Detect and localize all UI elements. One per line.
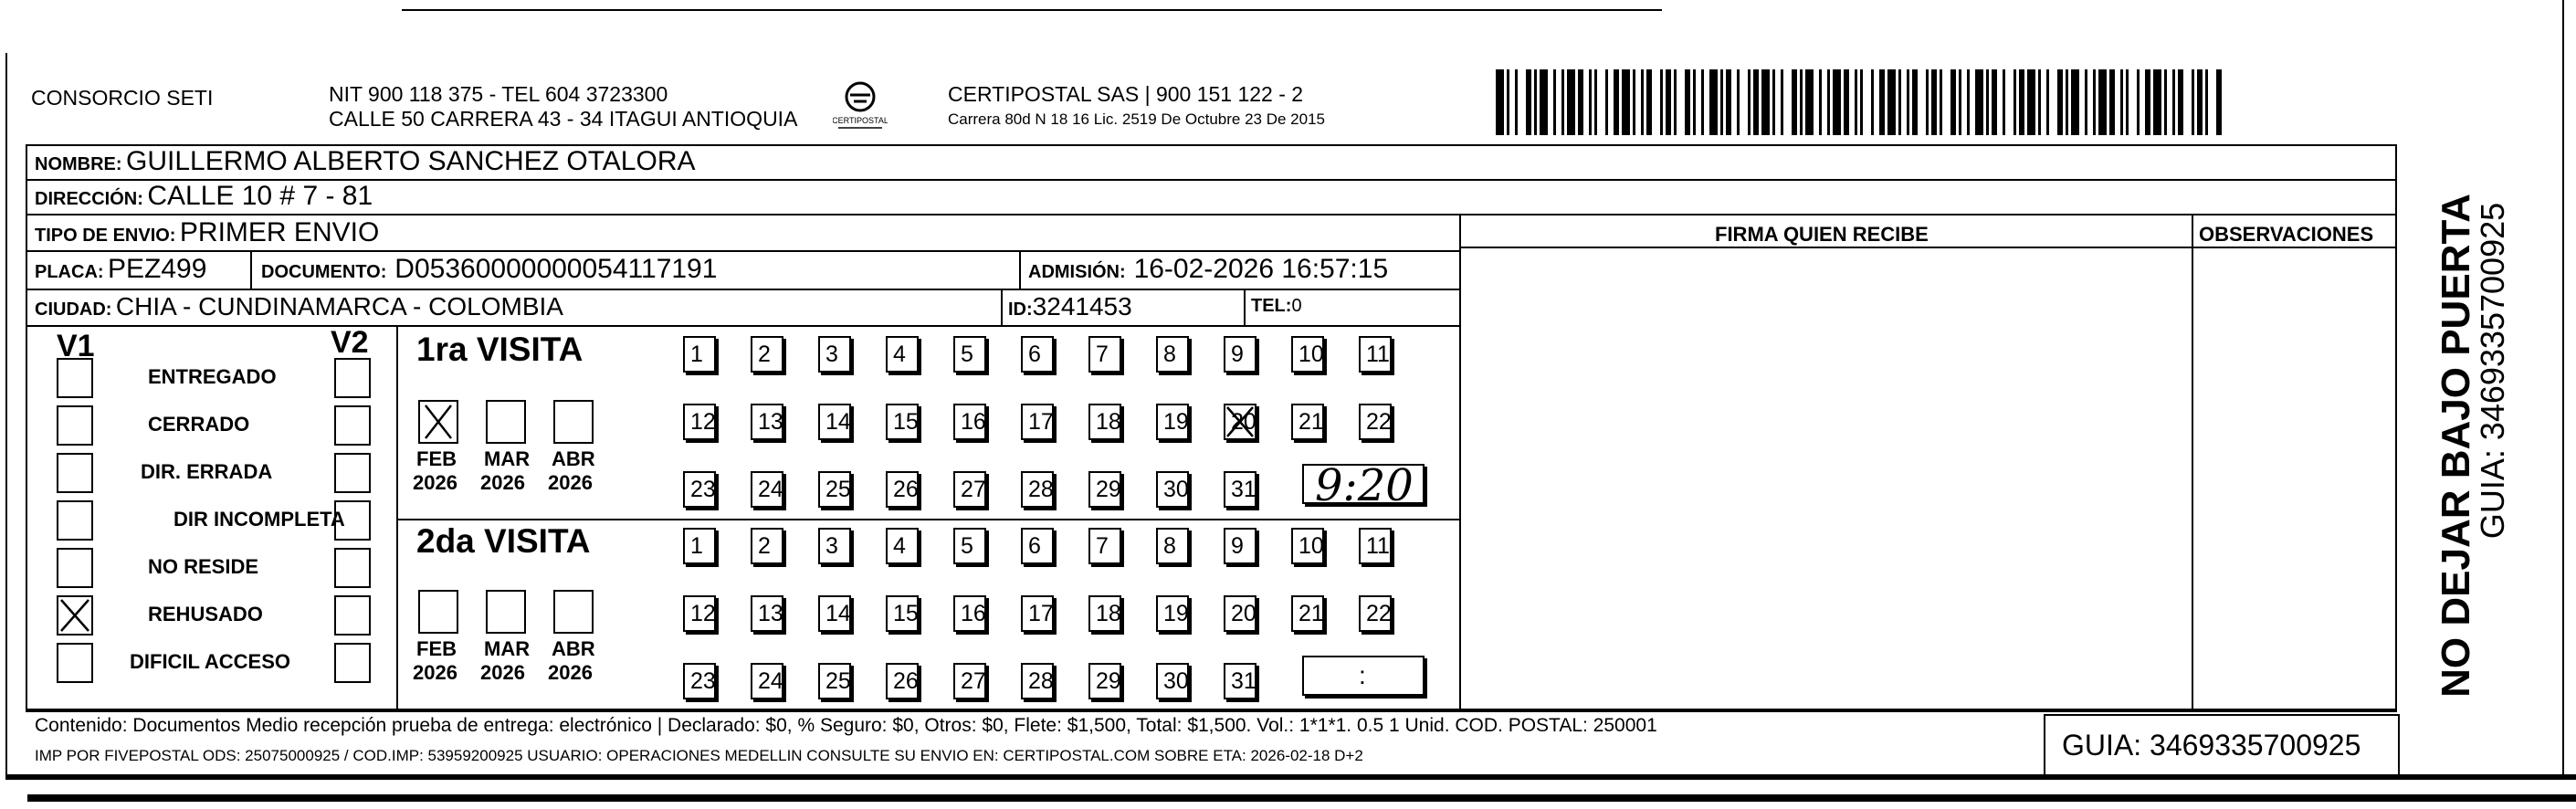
barcode-bar [1553,69,1556,135]
day-box[interactable]: 4 [886,528,919,564]
day-box[interactable]: 25 [818,471,851,508]
day-box[interactable]: 7 [1088,528,1121,564]
nombre-value: GUILLERMO ALBERTO SANCHEZ OTALORA [126,146,696,176]
status-label: NO RESIDE [148,555,259,578]
barcode-bar [1534,69,1537,135]
day-box[interactable]: 21 [1291,404,1324,440]
barcode-bar [1646,69,1652,135]
address-line: CALLE 50 CARRERA 43 - 34 ITAGUI ANTIOQUIA [329,107,798,131]
month-year: 2026 [413,661,457,684]
barcode-bar [1792,69,1797,135]
barcode-bar [1844,69,1849,135]
nombre-label: NOMBRE: [35,154,122,174]
company-name: CONSORCIO SETI [31,86,214,110]
barcode-bar [1931,69,1937,135]
barcode-bar [1507,69,1509,135]
barcode-bar [1633,69,1635,135]
month-label: MAR [484,637,531,660]
admision-label: ADMISIÓN: [1028,262,1126,282]
v1-checkbox[interactable] [57,358,93,398]
id-value: 3241453 [1032,292,1132,320]
day-box[interactable]: 30 [1156,471,1189,508]
tel-label: TEL: [1251,296,1292,316]
day-box[interactable]: 15 [886,595,919,632]
barcode-bar [1720,69,1723,135]
day-box[interactable]: 6 [1021,336,1054,373]
v1-header: V1 [57,329,95,363]
day-box[interactable]: 28 [1021,471,1054,508]
barcode-bar [1748,69,1751,135]
day-box[interactable]: 24 [751,663,783,699]
barcode-bar [1496,69,1504,135]
barcode-bar [1737,69,1740,135]
footer-imp: IMP POR FIVEPOSTAL ODS: 25075000925 / COD.IMP: 53959200925 USUARIO: OPERACIONES MEDELLIN CONSULTE SU ENVIO EN: CERTIPOSTAL.COM SOBRE ETA: 2026-02-18 D+2 [35,747,1363,764]
day-box[interactable]: 18 [1088,404,1121,440]
day-box[interactable]: 28 [1021,663,1054,699]
barcode-bar [2216,69,2222,135]
svg-text:CERTIPOSTAL: CERTIPOSTAL [833,116,888,125]
day-box[interactable]: 26 [886,663,919,699]
tel-value: 0 [1291,296,1302,316]
barcode-bar [2066,69,2068,135]
time-value-visit1: 9:20 [1315,460,1414,511]
barcode-bar [2164,69,2167,135]
v1-checkbox[interactable] [57,500,93,541]
barcode-bar [1805,69,1814,135]
row-line [26,250,1459,252]
barcode-bar [1614,69,1619,135]
placa-value: PEZ499 [108,254,207,284]
barcode-bar [1986,69,1989,135]
day-box[interactable]: 31 [1224,471,1256,508]
barcode-bar [2145,69,2150,135]
day-box[interactable]: 9 [1224,336,1256,373]
barcode-bar [2019,69,2024,135]
x-mark-icon [58,597,91,634]
barcode-bar [1567,69,1575,135]
barcode-bar [1967,69,1970,135]
barcode-bar [2013,69,2016,135]
day-box[interactable]: 16 [953,404,986,440]
status-label: DIR INCOMPLETA [173,508,345,531]
barcode-bar [1860,69,1863,135]
barcode-bar [1898,69,1901,135]
month-year: 2026 [480,471,525,494]
day-box[interactable]: 21 [1291,595,1324,632]
barcode-bar [2192,69,2194,135]
v2-checkbox[interactable] [334,453,371,493]
day-box[interactable]: 13 [751,404,783,440]
day-box[interactable]: 19 [1156,404,1189,440]
barcode-bar [2153,69,2161,135]
day-box[interactable]: 20 [1224,595,1256,632]
barcode-bar [2109,69,2115,135]
col-line [1001,289,1003,325]
barcode-bar [2197,69,2203,135]
time-box-visit1[interactable] [1302,460,1425,511]
day-box[interactable]: 8 [1156,528,1189,564]
day-box[interactable]: 3 [818,336,851,373]
month-checkbox[interactable] [553,590,594,634]
barcode-bar [1887,69,1896,135]
visita1-title: 1ra VISITA [416,331,584,368]
documento-value: D05360000000054117191 [394,254,718,284]
guia-footer: GUIA: 3469335700925 [2062,729,2361,762]
main-table [26,144,2397,710]
day-box[interactable]: 2 [751,528,783,564]
barcode-bar [2172,69,2175,135]
barcode-bar [2003,69,2005,135]
direccion-value: CALLE 10 # 7 - 81 [147,181,373,211]
month-label: ABR [552,637,595,660]
day-box[interactable]: 4 [886,336,919,373]
barcode-bar [2046,69,2049,135]
day-box[interactable]: 5 [953,336,986,373]
barcode-bar [2057,69,2063,135]
month-checkbox[interactable] [553,400,594,444]
barcode-bar [1641,69,1644,135]
barcode-bar [1540,69,1548,135]
barcode-bar [1781,69,1783,135]
v2-checkbox[interactable] [334,548,371,588]
barcode-bar [1693,69,1696,135]
row-line [396,519,1459,520]
ciudad-value: CHIA - CUNDINAMARCA - COLOMBIA [115,292,563,320]
time-box-visit2[interactable] [1302,656,1425,696]
barcode-bar [1833,69,1841,135]
v1-checkbox[interactable] [57,548,93,588]
tipo-label: TIPO DE ENVIO: [35,226,176,246]
row-line [1459,247,2397,248]
admision-value: 16-02-2026 16:57:15 [1133,254,1389,284]
v2-checkbox[interactable] [334,358,371,398]
day-box[interactable]: 23 [683,471,716,508]
month-label: FEB [416,637,457,660]
barcode-bar [2071,69,2079,135]
day-box[interactable]: 27 [953,663,986,699]
barcode-bar [1992,69,1997,135]
placa-label: PLACA: [35,262,104,282]
barcode-bar [1589,69,1592,135]
barcode-bar [2137,69,2140,135]
barcode-bar [1975,69,1983,135]
left-border [5,53,7,774]
day-box[interactable]: 6 [1021,528,1054,564]
barcode-bar [1772,69,1775,135]
month-label: ABR [552,447,595,470]
barcode-bar [1819,69,1822,135]
firma-header: FIRMA QUIEN RECIBE [1715,223,1929,246]
day-box[interactable]: 22 [1359,595,1392,632]
barcode-bar [1912,69,1918,135]
day-box[interactable]: 5 [953,528,986,564]
row-line [26,214,2397,215]
barcode-bar [1622,69,1630,135]
barcode-bar [1515,69,1518,135]
barcode-bar [1605,69,1608,135]
month-label: FEB [416,447,457,470]
v1-checkbox[interactable] [57,595,93,636]
barcode-bar [1666,69,1671,135]
courier-line: CERTIPOSTAL SAS | 900 151 122 - 2 [948,82,1304,106]
barcode-bar [2120,69,2123,135]
col-line [1019,250,1021,289]
col-line [2192,214,2193,710]
day-box[interactable]: 24 [751,471,783,508]
barcode-bar [2126,69,2129,135]
day-box[interactable]: 7 [1088,336,1121,373]
barcode-bar [2027,69,2035,135]
v2-header: V2 [331,325,369,360]
day-box[interactable]: 8 [1156,336,1189,373]
barcode-bar [1753,69,1759,135]
barcode-bar [1761,69,1770,135]
day-box[interactable]: 25 [818,663,851,699]
barcode-bar [2093,69,2096,135]
status-label: CERRADO [148,413,250,436]
day-box[interactable]: 23 [683,663,716,699]
day-box[interactable]: 18 [1088,595,1121,632]
barcode-bar [1701,69,1704,135]
barcode-bar [1726,69,1731,135]
day-box[interactable]: 12 [683,404,716,440]
barcode-bar [1578,69,1583,135]
day-box[interactable]: 17 [1021,404,1054,440]
day-box[interactable]: 17 [1021,595,1054,632]
barcode-bar [1800,69,1803,135]
day-box[interactable]: 3 [818,528,851,564]
barcode-bar [1526,69,1531,135]
barcode-bar [1709,69,1718,135]
footer-contenido: Contenido: Documentos Medio recepción prueba de entrega: electrónico | Declarado: $0, % Seguro: $0, Otros: $0, Flete: $1,500, Total: $1,500. Vol.: 1*1*1. 0.5 1 Unid. COD. POSTAL: 250001 [35,715,1657,736]
day-box[interactable]: 19 [1156,595,1189,632]
v1-checkbox[interactable] [57,643,93,683]
day-box[interactable]: 20 [1224,404,1256,440]
col-line [396,325,398,710]
status-label: REHUSADO [148,603,263,625]
barcode-bar [1907,69,1909,135]
col-line [1244,289,1246,325]
day-box[interactable]: 30 [1156,663,1189,699]
guia-footer-box [2044,714,2400,774]
ciudad-label: CIUDAD: [35,299,112,320]
right-border [2562,0,2564,776]
day-box[interactable]: 31 [1224,663,1256,699]
x-mark-icon [420,402,457,442]
top-border [402,9,1662,11]
col-line [1459,214,1461,710]
v2-checkbox[interactable] [334,500,371,541]
nit-line: NIT 900 118 375 - TEL 604 3723300 [329,82,668,106]
v1-checkbox[interactable] [57,405,93,446]
barcode-bar [2178,69,2183,135]
day-box[interactable]: 9 [1224,528,1256,564]
barcode-bar [1660,69,1663,135]
row-line [26,325,1459,327]
row-line [26,710,2397,712]
direccion-label: DIRECCIÓN: [35,189,143,209]
day-box[interactable]: 29 [1088,663,1121,699]
side-guia: GUIA: 3469335700925 [2474,202,2511,540]
day-box[interactable]: 10 [1291,336,1324,373]
certipostal-logo [833,79,888,131]
col-line [250,250,252,289]
observaciones-header: OBSERVACIONES [2199,223,2374,246]
barcode-bar [1827,69,1830,135]
v2-checkbox[interactable] [334,643,371,683]
barcode-bar [1950,69,1956,135]
barcode-bar [1940,69,1942,135]
status-label: DIR. ERRADA [141,460,273,483]
v2-checkbox[interactable] [334,595,371,636]
row-line [26,179,2397,181]
month-label: MAR [484,447,531,470]
barcode-bar [1685,69,1690,135]
day-box[interactable]: 14 [818,404,851,440]
barcode-bar [1594,69,1597,135]
month-year: 2026 [413,471,457,494]
barcode-bar [1855,69,1857,135]
barcode-bar [1926,69,1929,135]
month-year: 2026 [548,661,593,684]
month-checkbox[interactable] [418,590,458,634]
day-box[interactable]: 26 [886,471,919,508]
day-box[interactable]: 14 [818,595,851,632]
barcode-bar [2038,69,2041,135]
day-box[interactable]: 22 [1359,404,1392,440]
barcode-bar [1959,69,1961,135]
v2-checkbox[interactable] [334,405,371,446]
tipo-value: PRIMER ENVIO [179,217,380,247]
day-box[interactable]: 2 [751,336,783,373]
barcode [1496,69,2222,135]
x-mark-icon [1224,404,1256,440]
bottom-shadow [27,794,2576,802]
day-box[interactable]: 11 [1359,336,1392,373]
barcode-bar [1879,69,1885,135]
id-label: ID: [1008,299,1033,320]
barcode-bar [2205,69,2208,135]
status-label: DIFICIL ACCESO [130,650,291,673]
month-year: 2026 [480,661,525,684]
barcode-bar [1561,69,1564,135]
month-checkbox[interactable] [486,400,526,444]
time-value-visit2: : [1359,661,1366,689]
barcode-bar [2098,69,2107,135]
barcode-bar [2085,69,2087,135]
day-box[interactable]: 13 [751,595,783,632]
documento-label: DOCUMENTO: [261,262,387,282]
courier-license: Carrera 80d N 18 16 Lic. 2519 De Octubre 23 De 2015 [948,110,1325,128]
day-box[interactable]: 12 [683,595,716,632]
day-box[interactable]: 1 [683,528,716,564]
visita2-title: 2da VISITA [416,522,591,560]
v1-checkbox[interactable] [57,453,93,493]
bottom-border [5,774,2576,780]
day-box[interactable]: 10 [1291,528,1324,564]
no-dejar-warning: NO DEJAR BAJO PUERTA [2434,194,2478,698]
month-checkbox[interactable] [418,400,458,444]
day-box[interactable]: 27 [953,471,986,508]
day-box[interactable]: 15 [886,404,919,440]
day-box[interactable]: 11 [1359,528,1392,564]
month-year: 2026 [548,471,593,494]
day-box[interactable]: 16 [953,595,986,632]
month-checkbox[interactable] [486,590,526,634]
day-box[interactable]: 29 [1088,471,1121,508]
barcode-bar [1871,69,1874,135]
barcode-bar [1674,69,1677,135]
status-label: ENTREGADO [148,365,277,388]
day-box[interactable]: 1 [683,336,716,373]
